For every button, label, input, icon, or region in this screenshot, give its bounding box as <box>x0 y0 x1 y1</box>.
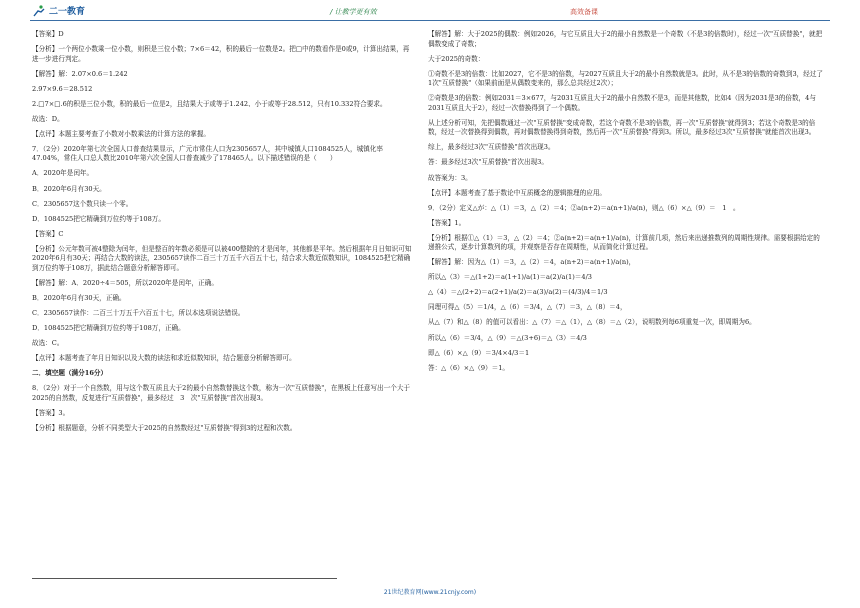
paragraph: ②奇数是3的倍数：例如2031＝3×677，与2031互质且大于2的最小自然数不是3，而是其他数，比如4（因为2031是3的倍数，4与2031互质且大于2），经过一次替换得到了一个偶数。 <box>428 94 816 112</box>
page-header <box>0 0 860 26</box>
logo-text: 二一教育 <box>49 7 86 17</box>
paragraph: 【解答】解：大于2025的偶数：例如2026，与它互质且大于2的最小自然数是一个奇数（不是3的倍数时），经过一次"互质替换"，就把偶数变成了奇数； <box>428 30 823 48</box>
paragraph: 【点评】本题考查了年月日知识以及大数的读法和求近似数知识，结合题意分析解答即可。 <box>32 354 296 363</box>
paragraph: 2.97×9.6＝28.512 <box>32 84 93 93</box>
paragraph: 大于2025的奇数： <box>428 54 485 63</box>
paragraph: 故答案为：3。 <box>428 173 472 182</box>
paragraph: B．2020年6月有30天，正确。 <box>32 293 126 302</box>
question-7: 7．（2分）2020年第七次全国人口普查结果显示，广元市常住人口为2305657人，其中城镇人口1084525人，城镇化率47.04%，常住人口总人数比2010年第六次全国人口普查减少了178465人。以下描述错误的是（ ） <box>32 144 383 163</box>
paragraph: 从上述分析可知，先把偶数通过一次"互质替换"变成奇数，若这个奇数不是3的倍数，再一次"互质替换"就得到3；若这个奇数是3的倍数，经过一次替换得到偶数，再对偶数替换得到奇数，然后再一次"互质替换"得到3。所以，最多经过3次"互质替换"就能首次出现3。 <box>428 118 816 137</box>
paragraph: 【点评】本题主要考查了小数对小数乘法的计算方法的掌握。 <box>32 129 211 138</box>
paragraph: 答：最多经过3次"互质替换"首次出现3。 <box>428 158 548 167</box>
paragraph: 故选：D。 <box>32 114 64 123</box>
paragraph: 【分析】根据题意，分析不同类型大于2025的自然数经过"互质替换"得到3的过程和次数。 <box>32 423 297 432</box>
section-heading: 二．填空题（满分16分） <box>32 369 108 378</box>
paragraph: 【分析】公元年数可被4整除为闰年，但是整百的年数必须是可以被400整除的才是闰年，其他都是平年。然后根据年月日知识可知2020年6月有30天；再结合大数的读法，2305657读作二百三十万五千六百五十七，结合求大数近似数知识，1084525把它精确到万位约等于108万，据此结合题意分析解答即可。 <box>32 244 412 272</box>
paragraph: 【答案】D <box>32 30 64 38</box>
header-slogan: / 让教学更有效 <box>330 8 377 16</box>
paragraph: 答：△（6）×△（9）＝1。 <box>428 363 510 372</box>
paragraph: 【答案】C <box>32 229 64 238</box>
paragraph: 【分析】一个两位小数乘一位小数，则积是三位小数；7×6＝42，积的最后一位数是2。把□中的数看作是0或9，计算出结果，再进一步进行判定。 <box>32 45 410 63</box>
option-a: A．2020年是闰年。 <box>32 169 94 178</box>
paragraph: 【答案】1。 <box>428 218 466 227</box>
runner-logo-icon <box>32 5 46 17</box>
right-column <box>428 30 823 379</box>
paragraph: C．2305657读作：二百三十万五千六百五十七，所以本选项说法错误。 <box>32 308 245 317</box>
paragraph: 故选：C。 <box>32 339 64 348</box>
left-column <box>32 30 412 439</box>
page-footer: 21世纪教育网(www.21cnjy.com) <box>383 589 477 596</box>
option-b: B．2020年6月有30天。 <box>32 184 106 193</box>
paragraph: △（4）＝△(2+2)＝a(2+1)/a(2)＝a(3)/a(2)＝(4/3)/4＝1/3 <box>428 288 608 297</box>
paragraph: 【答案】3。 <box>32 408 70 417</box>
question-9: 9．（2分）定义△が：△（1）＝3，△（2）＝4；②a(n+2)＝a(n+1)/a(n)，则△（6）×△（9）＝ 1 。 <box>428 203 740 212</box>
paragraph: 【点评】本题考查了基于数论中互质概念的逻辑推理的应用。 <box>428 188 607 197</box>
paragraph: 【解答】解：因为△（1）＝3，△（2）＝4，a(n+2)＝a(n+1)/a(n)， <box>428 258 636 267</box>
header-right-text: 高效备课 <box>570 8 598 16</box>
paragraph: 【分析】根据①△（1）＝3，△（2）＝4；②a(n+2)＝a(n+1)/a(n)，计算前几项，然后来出递推数列的周期性规律。需要根据给定的递推公式，逐步计算数列的项，并观察是否存在周期性，从而简化计算过程。 <box>428 233 820 252</box>
paragraph: D．1084525把它精确到万位约等于108万，正确。 <box>32 323 185 332</box>
question-8: 8．（2分）对于一个自然数，用与这个数互质且大于2的最小自然数替换这个数，称为一次"互质替换"，在黑板上任意写出一个大于2025的自然数，反复进行"互质替换"，最多经过 3 次"互质替换"首次出现3。 <box>32 384 411 402</box>
paragraph: 所以△（6）＝3/4，△（9）＝△(3+6)＝△（3）＝4/3 <box>428 333 587 342</box>
paragraph: 即△（6）×△（9）＝3/4×4/3＝1 <box>428 348 530 357</box>
paragraph: 【解答】解：2.07×0.6＝1.242 <box>32 69 128 78</box>
paragraph: 综上，最多经过3次"互质替换"首次出现3。 <box>428 143 555 152</box>
paragraph: ①奇数不是3的倍数：比如2027，它不是3的倍数，与2027互质且大于2的最小自然数就是3。此时，从不是3的倍数的奇数到3，经过了1次"互质替换"（如果前面是从偶数变来的，那么总共经过2次）； <box>428 69 824 88</box>
paragraph: 【解答】解：A．2020÷4＝505，所以2020年是闰年，正确。 <box>32 278 218 287</box>
paragraph: 从△（7）和△（8）的值可以看出：△（7）＝△（1），△（8）＝△（2），说明数列每6项重复一次，即周期为6。 <box>428 318 756 327</box>
site-logo <box>32 4 85 17</box>
footnote-divider <box>32 578 337 579</box>
paragraph: 所以△（3）＝△(1+2)＝a(1+1)/a(1)＝a(2)/a(1)＝4/3 <box>428 273 593 282</box>
paragraph: 2.□7×□.6的积是三位小数，积的最后一位是2，且结果大于或等于1.242、小于或等于28.512，只有10.332符合要求。 <box>32 99 387 108</box>
header-divider <box>30 20 830 21</box>
option-c: C．2305657这个数只读一个零。 <box>32 199 133 208</box>
option-d: D．1084525把它精确到万位约等于108万。 <box>32 214 165 223</box>
paragraph: 同理可得△（5）＝1/4，△（6）＝3/4，△（7）＝3，△（8）＝4， <box>428 303 627 312</box>
